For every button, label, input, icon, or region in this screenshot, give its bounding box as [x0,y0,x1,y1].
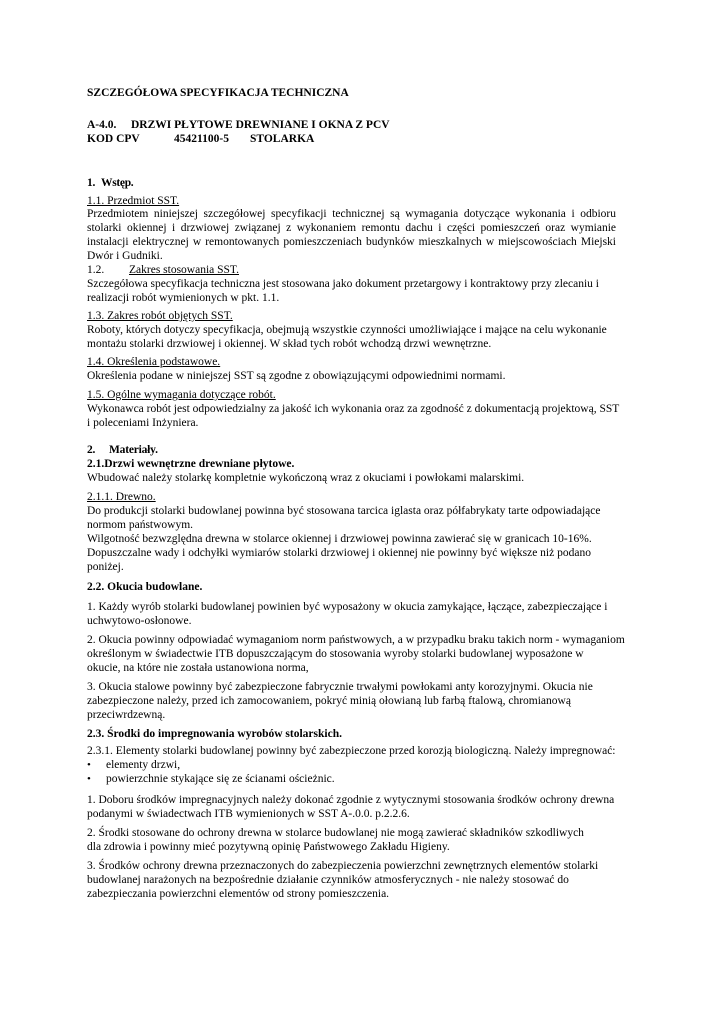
section-2-3-p2-line: dla zdrowia i powinny mieć pozytywną opinię Państwowego Zakładu Higieny. [87,841,450,853]
section-1-4-title: 1.4. Określenia podstawowe. [87,356,221,368]
spec-code-line [87,118,390,132]
section-1-5-line: i poleceniami Inżyniera. [87,417,199,429]
section-1-2-line: Szczegółowa specyfikacja techniczna jest stosowana jako dokument przetargowy i kontraktowy przy zlecaniu i [87,278,599,290]
bullet-item: elementy drzwi, [106,759,181,771]
section-1-2-line: realizacji robót wymienionych w pkt. 1.1. [87,292,280,304]
section-1-5-line: Wykonawca robót jest odpowiedzialny za jakość ich wykonania oraz za zgodność z dokumentacją projektową, SST [87,403,620,415]
section-2-2-p2-line: określonym w świadectwie ITB dopuszczającym do stosowania wyroby stolarki budowlanej wyposażone w [87,648,584,660]
section-2-3-title: 2.3. Środki do impregnowania wyrobów stolarskich. [87,728,342,740]
section-2-2-p1-line: 1. Każdy wyrób stolarki budowlanej powinien być wyposażony w okucia zamykające, łączące, zabezpieczające i [87,601,608,613]
section-2-heading: 2. Materiały. [87,444,158,456]
bullet-icon: • [87,759,91,771]
section-2-2-p3-line: zabezpieczone należy, przed ich zamocowaniem, pokryć minią ołowianą lub farbą ftalową, chromianową [87,695,571,707]
section-1-1-line: Przedmiotem niniejszej szczegółowej specyfikacji technicznej są wymagania dotyczące wykonania i odbioru [87,208,616,220]
section-2-3-p1-line: podanymi w świadectwach ITB wymienionych w SST A-.0.0. p.2.2.6. [87,808,410,820]
section-2-1-1-line: normom państwowym. [87,519,194,531]
section-2-2-title: 2.2. Okucia budowlane. [87,581,203,593]
section-1-4-line: Określenia podane w niniejszej SST są zgodne z obowiązującymi odpowiednimi normami. [87,370,506,382]
document-title: SZCZEGÓŁOWA SPECYFIKACJA TECHNICZNA [87,87,349,99]
cpv-name: STOLARKA [250,133,315,145]
section-2-3-p1-line: 1. Doboru środków impregnacyjnych należy dokonać zgodnie z wytycznymi stosowania środków ochrony drewna [87,794,615,806]
section-1-5-title: 1.5. Ogólne wymagania dotyczące robót. [87,389,276,401]
section-2-1-1-line: Dopuszczalne wady i odchyłki wymiarów stolarki drzwiowej i okiennej nie powinny być większe niż podano [87,547,591,559]
section-2-1-1-line: poniżej. [87,561,124,573]
section-2-1-line: Wbudować należy stolarkę kompletnie wykończoną wraz z okuciami i powłokami malarskimi. [87,472,525,484]
section-1-1-line: stolarki okiennej i drzwiowej związanej z wykonaniem remontu dachu i części pomieszczeń oraz wymianie [87,222,616,234]
section-1-1-line: Dwór i Gudniki. [87,250,163,262]
section-1-3-line: montażu stolarki drzwiowej i okiennej. W skład tych robót wchodzą drzwi wewnętrzne. [87,338,492,350]
section-1-2-title: 1.2. Zakres stosowania SST. [87,264,239,276]
section-1-3-line: Roboty, których dotyczy specyfikacja, obejmują wszystkie czynności umożliwiające i mające na celu wykonanie [87,324,607,336]
section-2-1-title: 2.1.Drzwi wewnętrzne drewniane płytowe. [87,458,295,470]
section-2-2-p1-line: uchwytowo-osłonowe. [87,615,192,627]
section-2-3-p3-line: zabezpieczania powierzchni elementów od strony pomieszczenia. [87,888,390,900]
section-2-3-p3-line: budowlanej narażonych na bezpośrednie działanie czynników atmosferycznych - nie należy stosować do [87,874,569,886]
section-2-2-p3-line: przeciwrdzewną. [87,709,166,721]
section-2-3-1-line: 2.3.1. Elementy stolarki budowlanej powinny być zabezpieczone przed korozją biologiczną. Należy impregnować: [87,745,616,757]
section-1-3-title: 1.3. Zakres robót objętych SST. [87,310,233,322]
section-2-2-p2-line: okucie, na które nie została ustanowiona norma, [87,662,309,674]
section-2-2-p2-line: 2. Okucia powinny odpowiadać wymaganiom norm państwowych, a w przypadku braku takich norm - wymaganiom [87,634,625,646]
section-1-heading: 1. Wstęp. [87,177,134,189]
section-1-1-line: instalacji elektrycznej w remontowanych pomieszczeniach budynków mieszkalnych w miejscowościach Miejski [87,236,616,248]
spec-code: A-4.0. [87,119,117,131]
cpv-line [87,132,314,146]
section-2-1-1-title: 2.1.1. Drewno. [87,491,156,503]
section-2-1-1-line: Wilgotność bezwzględna drewna w stolarce okiennej i drzwiowej powinna zawierać się w granicach 10-16%. [87,533,592,545]
section-2-1-1-line: Do produkcji stolarki budowlanej powinna być stosowana tarcica iglasta oraz półfabrykaty tarte odpowiadające [87,505,601,517]
section-2-2-p3-line: 3. Okucia stalowe powinny być zabezpieczone fabrycznie trwałymi powłokami anty korozyjnymi. Okucia nie [87,681,593,693]
bullet-item: powierzchnie stykające się ze ścianami ościeżnic. [106,773,335,785]
cpv-number: 45421100-5 [174,133,229,145]
section-2-3-p3-line: 3. Środków ochrony drewna przeznaczonych do zabezpieczenia powierzchni zewnętrznych elementów stolarki [87,860,599,872]
cpv-label: KOD CPV [87,133,140,145]
section-2-3-p2-line: 2. Środki stosowane do ochrony drewna w stolarce budowlanej nie mogą zawierać składników szkodliwych [87,827,584,839]
section-1-1-title: 1.1. Przedmiot SST. [87,195,180,207]
spec-subject: DRZWI PŁYTOWE DREWNIANE I OKNA Z PCV [131,119,390,131]
bullet-icon: • [87,773,91,785]
